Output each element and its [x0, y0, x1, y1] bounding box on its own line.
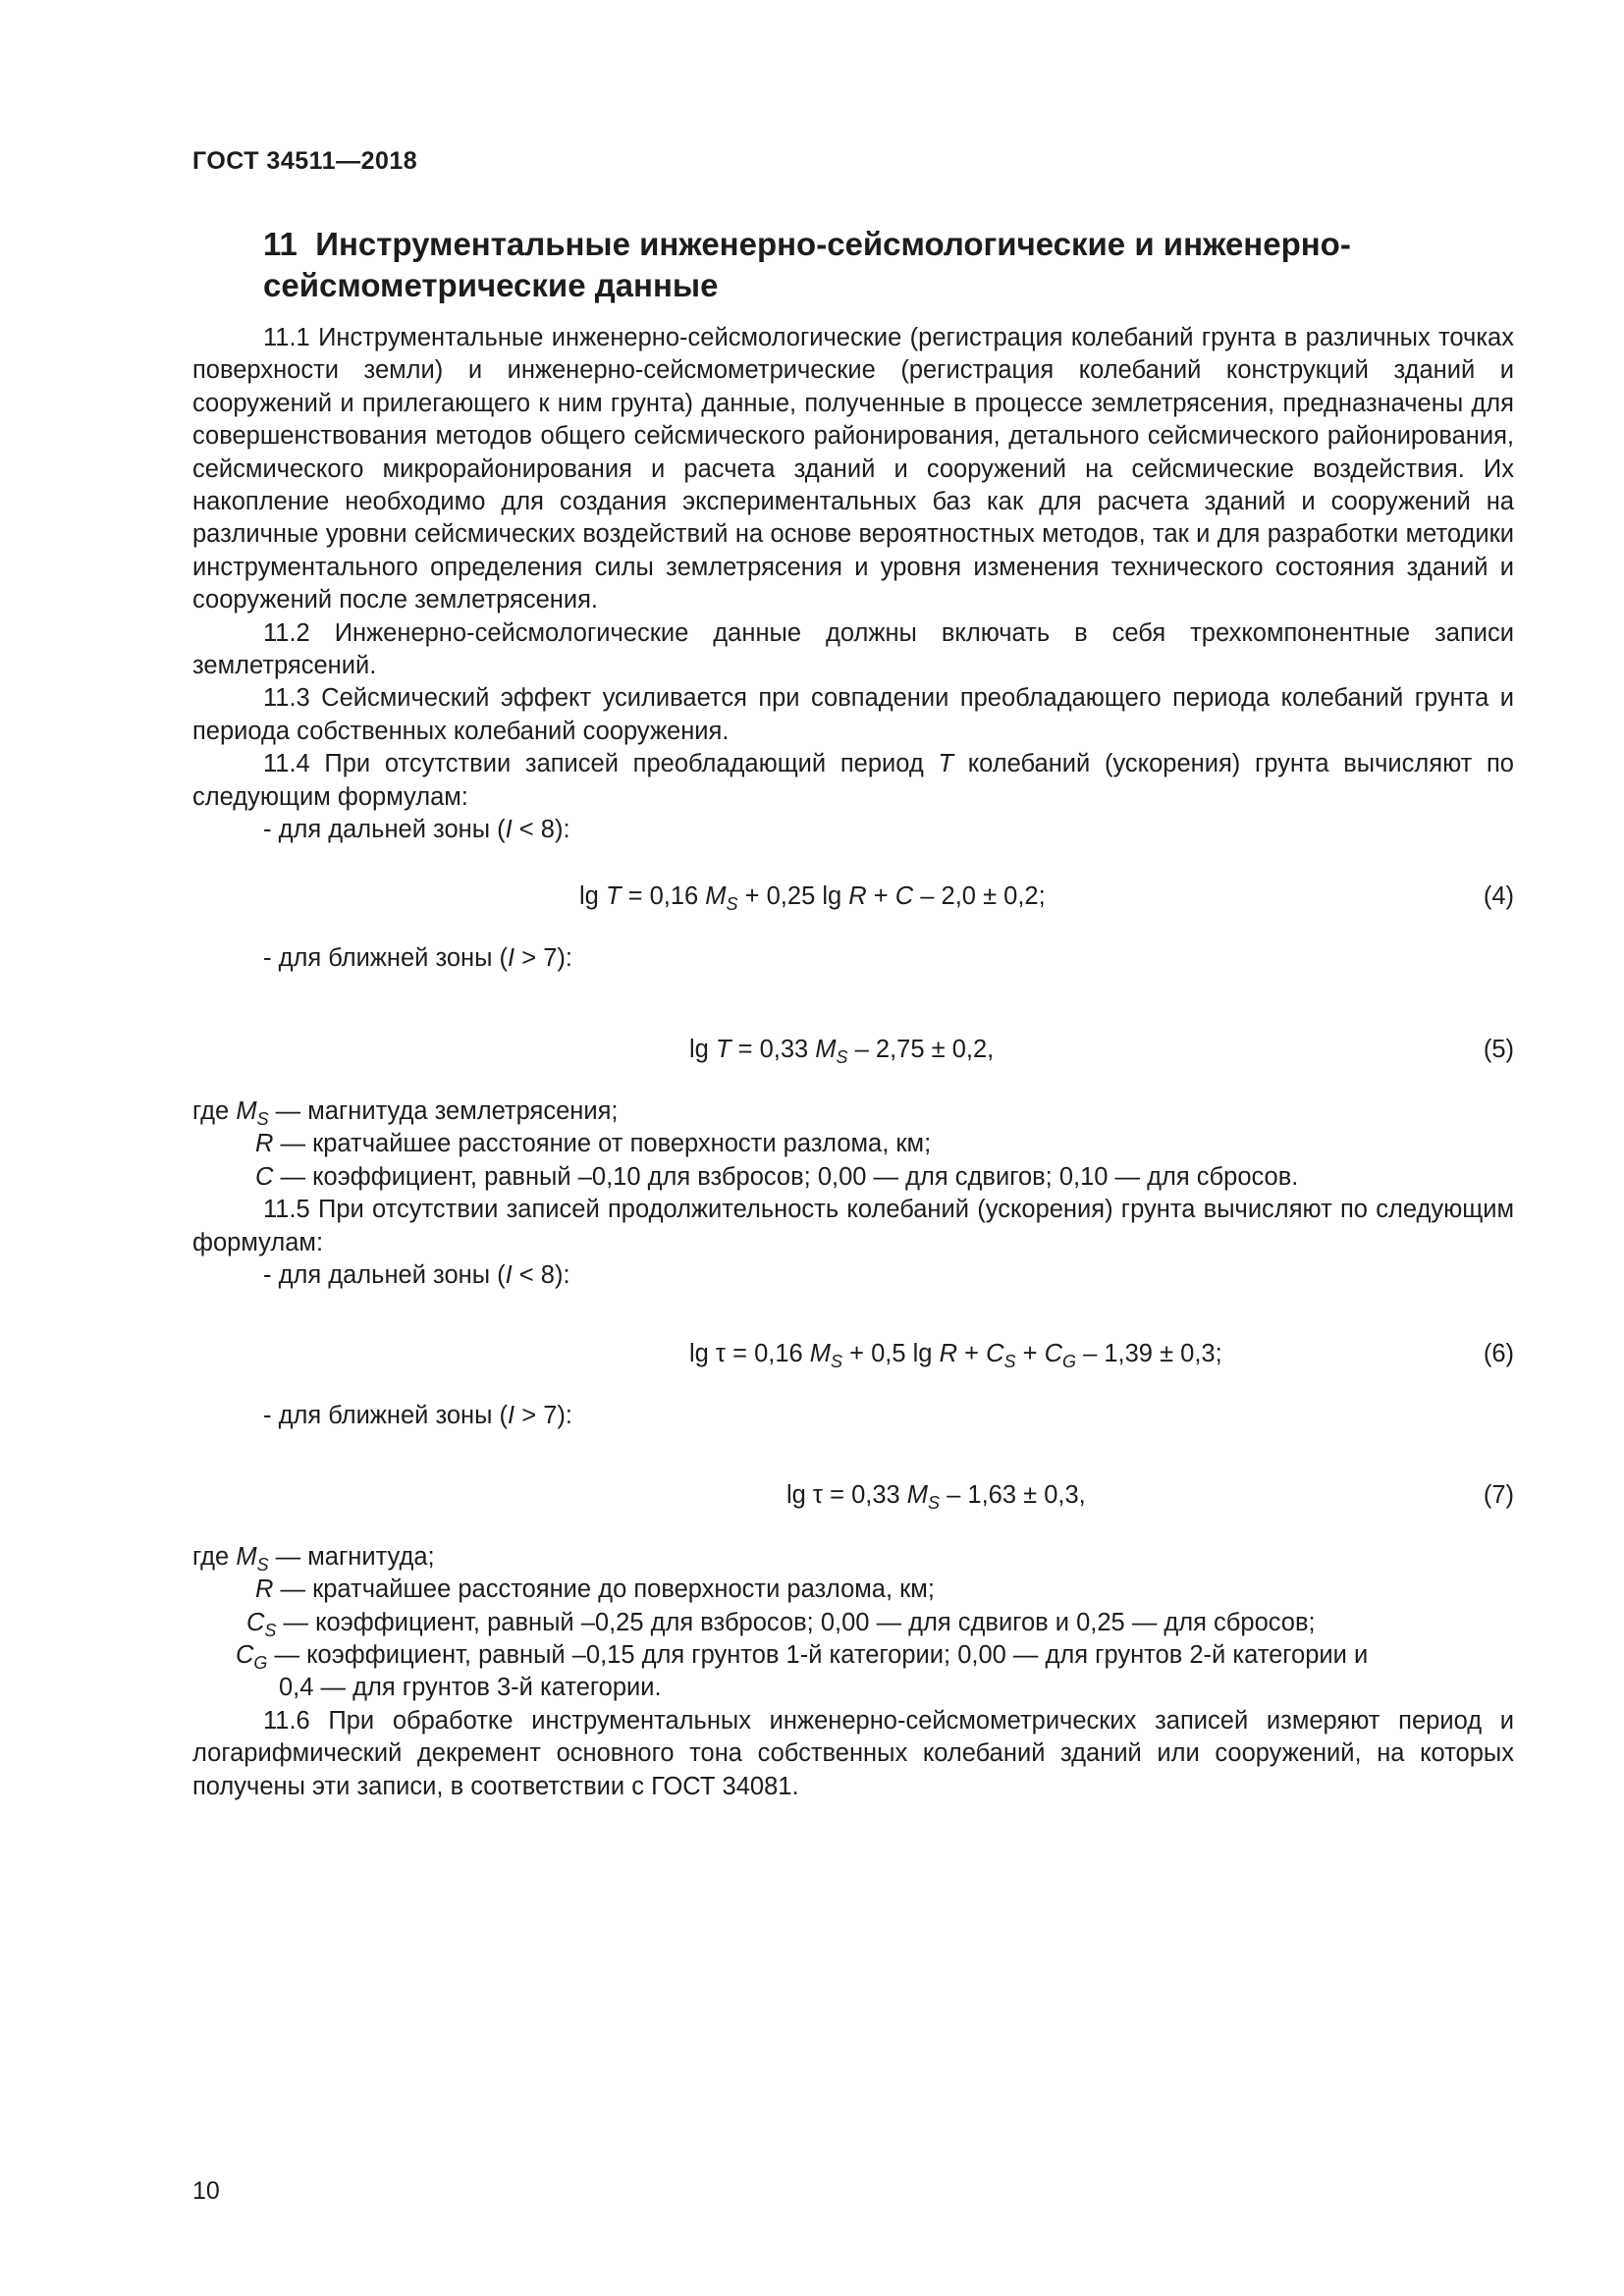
bullet-text: - для ближней зоны ( — [263, 943, 509, 972]
section-number: 11 — [263, 226, 298, 262]
paragraph-11-4-text-a: 11.4 При отсутствии записей преобладающий период — [263, 750, 924, 778]
bullet-text: - для дальней зоны ( — [263, 816, 506, 844]
document-header: ГОСТ 34511—2018 — [192, 147, 418, 175]
paragraph-11-1: 11.1 Инструментальные инженерно-сейсмологические (регистрация колебаний грунта в различных точках поверхности земли) и инженерно-сейсмометрические (регистрация колебаний конструкций зданий и сооружений и прилегающего к ним грунта) данные, полученные в процессе землетрясения, предназначены для совершенствования методов общего сейсмического районирования, детального сейсмического районирования, сейсмического микрорайонирования и расчета зданий и сооружений на сейсмические воздействия. Их накопление необходимо для создания экспериментальных баз как для расчета зданий и сооружений на различные уровни сейсмических воздействий на основе вероятностных методов, так и для разработки методики инструментального определения силы землетрясения и уровня изменения технического состояния зданий и сооружений после землетрясения. — [192, 324, 1514, 614]
bullet-text: < 8): — [512, 1260, 570, 1289]
symbol-I: I — [508, 1402, 515, 1430]
section-title-line2: сейсмометрические данные — [263, 267, 719, 303]
definition-cs-2: $C_S$ — коэффициент, равный –0,25 для взбросов; 0,00 — для сдвигов и 0,25 — для сбросов; — [246, 1608, 1316, 1640]
formula-5 — [192, 1034, 1514, 1066]
bullet-text: < 8): — [512, 816, 570, 844]
definition-cg-2-continued: 0,4 — для грунтов 3-й категории. — [279, 1674, 662, 1702]
page-number: 10 — [192, 2177, 220, 2205]
section-body — [192, 322, 1514, 1803]
formula-5-number: (5) — [1483, 1035, 1514, 1063]
paragraph-11-3: 11.3 Сейсмический эффект усиливается при совпадении преобладающего периода колебаний грунта и периода собственных колебаний сооружения. — [192, 684, 1514, 745]
definition-ms-2: где $M_S$ — магнитуда; — [192, 1542, 435, 1575]
definition-r-1: R — кратчайшее расстояние от поверхности разлома, км; — [255, 1130, 932, 1158]
section-title-line1: Инструментальные инженерно-сейсмологические и инженерно- — [315, 226, 1351, 262]
bullet-text: - для ближней зоны ( — [263, 1402, 509, 1430]
formula-7 — [192, 1479, 1514, 1512]
bullet-near-zone — [192, 942, 1514, 975]
formula-4-number: (4) — [1483, 881, 1514, 910]
definition-r-2: R — кратчайшее расстояние до поверхности разлома, км; — [255, 1575, 935, 1604]
formula-4 — [192, 881, 1514, 913]
definition-ms-1: где $M_S$ — магнитуда землетрясения; — [192, 1096, 619, 1129]
symbol-T: T — [938, 750, 954, 778]
paragraph-11-2: 11.2 Инженерно-сейсмологические данные должны включать в себя трехкомпонентные записи землетрясений. — [192, 618, 1514, 680]
formula-5-expression: lg T = 0,33 $M_S - 2,75 \pm 0,2$, — [689, 1035, 995, 1067]
bullet-text: > 7): — [514, 943, 572, 972]
bullet-text: > 7): — [514, 1402, 572, 1430]
formula-6-expression: lg τ = 0,16 $M_S + 0,5$ $\lg R + C_S + C_G - 1,39 \pm 0,3$; — [689, 1340, 1222, 1372]
bullet-near-zone-2 — [192, 1400, 1514, 1432]
section-title — [263, 224, 1540, 306]
bullet-far-zone — [192, 814, 1514, 846]
formula-7-number: (7) — [1483, 1480, 1514, 1509]
formula-7-expression: lg τ = 0,33 $M_S - 1,63 \pm 0,3$, — [786, 1480, 1086, 1513]
symbol-I: I — [508, 943, 515, 972]
paragraph-11-6: 11.6 При обработке инструментальных инженерно-сейсмометрических записей измеряют период и логарифмический декремент основного тона собственных колебаний зданий или сооружений, на которых получены эти записи, в соответствии с ГОСТ 34081. — [192, 1706, 1514, 1800]
bullet-far-zone-2 — [192, 1259, 1514, 1292]
definition-cg-2: $C_G$ — коэффициент, равный –0,15 для грунтов 1-й категории; 0,00 — для грунтов 2-й категории и — [236, 1640, 1369, 1673]
paragraph-11-5: 11.5 При отсутствии записей продолжительность колебаний (ускорения) грунта вычисляют по следующим формулам: — [192, 1196, 1514, 1256]
bullet-text: - для дальней зоны ( — [263, 1260, 506, 1289]
definition-c-1: C — коэффициент, равный –0,10 для взбросов; 0,00 — для сдвигов; 0,10 — для сбросов. — [255, 1162, 1299, 1191]
paragraph-11-4 — [192, 748, 1514, 814]
formula-6-number: (6) — [1483, 1340, 1514, 1368]
formula-4-expression: lg T = 0,16 $M_S + 0,25$ lg R + C – 2,0 ± 0,2; — [579, 881, 1046, 914]
symbol-I: I — [505, 816, 513, 844]
paragraph-11-4-text-b: колебаний (ускорения) грунта вычисляют по следующим формулам: — [192, 750, 1514, 811]
formula-6 — [192, 1338, 1514, 1370]
symbol-I: I — [505, 1260, 513, 1289]
